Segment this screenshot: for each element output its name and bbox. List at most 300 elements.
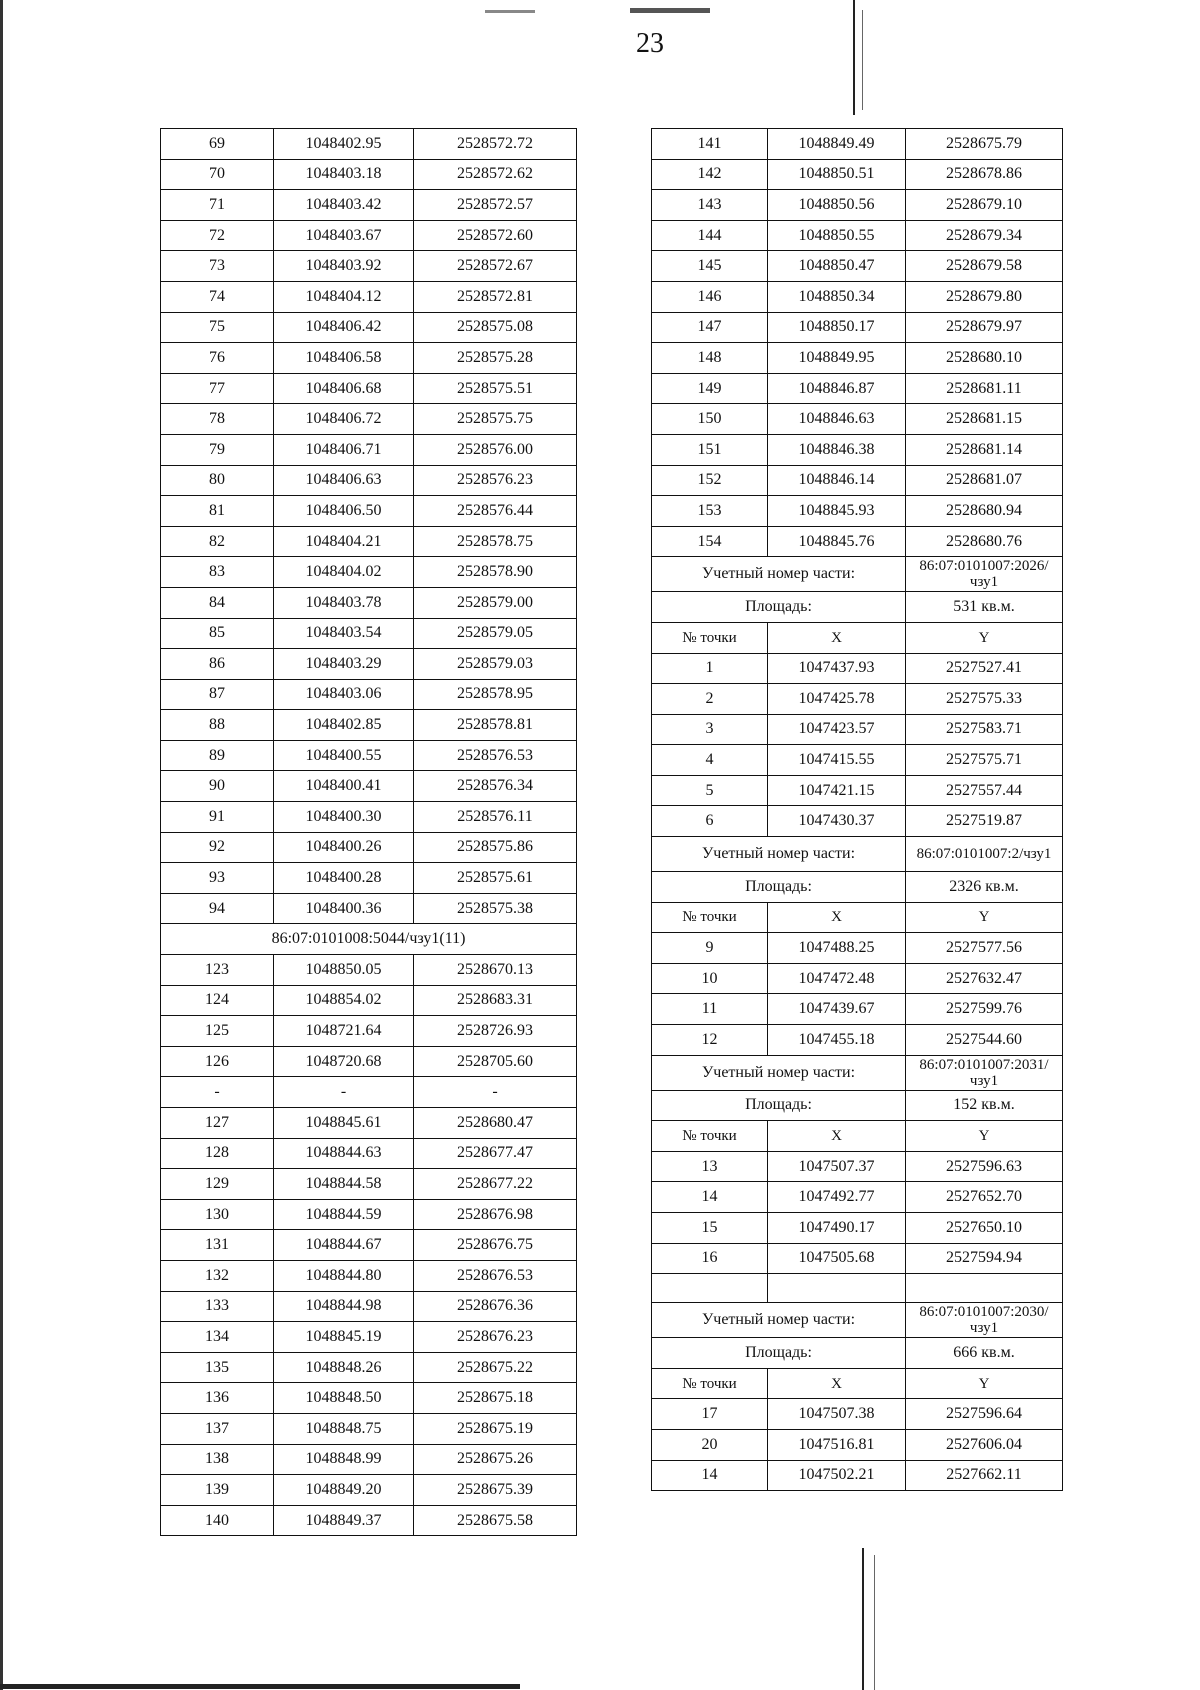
table-row bbox=[652, 496, 1063, 527]
point-number-cell: 80 bbox=[161, 465, 274, 496]
point-number-cell: 78 bbox=[161, 404, 274, 435]
table-row bbox=[652, 745, 1063, 776]
x-coordinate-cell: 1047430.37 bbox=[768, 806, 906, 837]
y-coordinate-cell: 2528681.14 bbox=[906, 434, 1063, 465]
point-number-cell: 11 bbox=[652, 994, 768, 1025]
area-value: 531 кв.м. bbox=[906, 592, 1063, 623]
y-coordinate-cell: 2528679.34 bbox=[906, 220, 1063, 251]
point-number-cell: 92 bbox=[161, 832, 274, 863]
y-coordinate-cell: 2528675.18 bbox=[414, 1383, 577, 1414]
y-coordinate-cell: 2528579.03 bbox=[414, 649, 577, 680]
y-coordinate-cell: 2527544.60 bbox=[906, 1025, 1063, 1056]
table-row bbox=[652, 373, 1063, 404]
point-number-cell: 141 bbox=[652, 129, 768, 160]
table-row bbox=[161, 1199, 577, 1230]
y-coordinate-cell: 2528679.58 bbox=[906, 251, 1063, 282]
table-row bbox=[161, 1046, 577, 1077]
point-number-cell: 82 bbox=[161, 526, 274, 557]
header-x: X bbox=[768, 902, 906, 933]
x-coordinate-cell: 1047455.18 bbox=[768, 1025, 906, 1056]
table-row bbox=[161, 740, 577, 771]
y-coordinate-cell: 2527519.87 bbox=[906, 806, 1063, 837]
y-coordinate-cell: 2528675.22 bbox=[414, 1352, 577, 1383]
area-row bbox=[652, 1090, 1063, 1121]
x-coordinate-cell: 1048848.26 bbox=[274, 1352, 414, 1383]
y-coordinate-cell: 2528575.61 bbox=[414, 863, 577, 894]
point-number-cell: 20 bbox=[652, 1429, 768, 1460]
point-number-cell: 125 bbox=[161, 1016, 274, 1047]
header-y: Y bbox=[906, 1368, 1063, 1399]
y-coordinate-cell: 2528676.53 bbox=[414, 1260, 577, 1291]
x-coordinate-cell: 1048400.41 bbox=[274, 771, 414, 802]
table-row bbox=[161, 1108, 577, 1139]
y-coordinate-cell: 2528675.26 bbox=[414, 1444, 577, 1475]
table-row bbox=[161, 1169, 577, 1200]
x-coordinate-cell: 1048849.95 bbox=[768, 343, 906, 374]
table-row bbox=[652, 159, 1063, 190]
x-coordinate-cell: 1047490.17 bbox=[768, 1213, 906, 1244]
point-number-cell: 72 bbox=[161, 220, 274, 251]
x-coordinate-cell: 1048403.18 bbox=[274, 159, 414, 190]
x-coordinate-cell: 1048845.76 bbox=[768, 526, 906, 557]
point-number-cell: 154 bbox=[652, 526, 768, 557]
y-coordinate-cell: 2527650.10 bbox=[906, 1213, 1063, 1244]
y-coordinate-cell: 2528676.98 bbox=[414, 1199, 577, 1230]
y-coordinate-cell: 2528575.51 bbox=[414, 373, 577, 404]
y-coordinate-cell: 2528680.76 bbox=[906, 526, 1063, 557]
header-point-number: № точки bbox=[652, 1368, 768, 1399]
x-coordinate-cell: 1048403.78 bbox=[274, 587, 414, 618]
table-row bbox=[652, 1460, 1063, 1491]
table-row bbox=[161, 1444, 577, 1475]
point-number-cell: 90 bbox=[161, 771, 274, 802]
y-coordinate-cell: 2528680.94 bbox=[906, 496, 1063, 527]
x-coordinate-cell: 1047502.21 bbox=[768, 1460, 906, 1491]
table-row bbox=[161, 1016, 577, 1047]
column-header-row bbox=[652, 1368, 1063, 1399]
column-header-row bbox=[652, 622, 1063, 653]
x-coordinate-cell: 1048406.72 bbox=[274, 404, 414, 435]
y-coordinate-cell: 2528680.47 bbox=[414, 1108, 577, 1139]
header-y: Y bbox=[906, 1121, 1063, 1152]
x-coordinate-cell: 1048854.02 bbox=[274, 985, 414, 1016]
y-coordinate-cell: 2528681.15 bbox=[906, 404, 1063, 435]
x-coordinate-cell: 1048850.55 bbox=[768, 220, 906, 251]
x-coordinate-cell: 1047492.77 bbox=[768, 1182, 906, 1213]
y-coordinate-cell: 2527594.94 bbox=[906, 1243, 1063, 1274]
section-title: 86:07:0101008:5044/чзу1(11) bbox=[161, 924, 577, 955]
table-row bbox=[652, 1399, 1063, 1430]
x-coordinate-cell: 1048844.59 bbox=[274, 1199, 414, 1230]
table-row bbox=[652, 220, 1063, 251]
y-coordinate-cell: 2528579.05 bbox=[414, 618, 577, 649]
point-number-cell: 12 bbox=[652, 1025, 768, 1056]
point-number-cell: 93 bbox=[161, 863, 274, 894]
x-coordinate-cell: 1048845.19 bbox=[274, 1322, 414, 1353]
y-coordinate-cell: 2528726.93 bbox=[414, 1016, 577, 1047]
table-row bbox=[161, 557, 577, 588]
point-number-cell: 131 bbox=[161, 1230, 274, 1261]
x-coordinate-cell: 1048721.64 bbox=[274, 1016, 414, 1047]
area-value: 666 кв.м. bbox=[906, 1338, 1063, 1369]
x-coordinate-cell: 1048406.50 bbox=[274, 496, 414, 527]
table-row bbox=[161, 496, 577, 527]
table-row bbox=[652, 404, 1063, 435]
point-number-cell: 143 bbox=[652, 190, 768, 221]
table-row bbox=[161, 649, 577, 680]
table-row bbox=[161, 159, 577, 190]
x-coordinate-cell: 1048850.56 bbox=[768, 190, 906, 221]
y-coordinate-cell: 2528575.75 bbox=[414, 404, 577, 435]
x-coordinate-cell: 1048850.17 bbox=[768, 312, 906, 343]
point-number-cell: 85 bbox=[161, 618, 274, 649]
area-label: Площадь: bbox=[652, 1090, 906, 1121]
y-coordinate-cell: 2528575.86 bbox=[414, 832, 577, 863]
y-coordinate-cell: 2528675.39 bbox=[414, 1475, 577, 1506]
y-coordinate-cell: 2528676.75 bbox=[414, 1230, 577, 1261]
point-number-cell: 128 bbox=[161, 1138, 274, 1169]
table-row bbox=[161, 587, 577, 618]
empty-cell bbox=[906, 1274, 1063, 1303]
point-number-cell: 17 bbox=[652, 1399, 768, 1430]
table-row bbox=[161, 1505, 577, 1536]
table-row bbox=[652, 190, 1063, 221]
point-number-cell: 142 bbox=[652, 159, 768, 190]
table-row bbox=[161, 985, 577, 1016]
point-number-cell: 76 bbox=[161, 343, 274, 374]
x-coordinate-cell: 1048403.92 bbox=[274, 251, 414, 282]
point-number-cell: 87 bbox=[161, 679, 274, 710]
table-row bbox=[652, 312, 1063, 343]
point-number-cell: 4 bbox=[652, 745, 768, 776]
y-coordinate-cell: 2527527.41 bbox=[906, 653, 1063, 684]
x-coordinate-cell: 1047415.55 bbox=[768, 745, 906, 776]
area-value: 152 кв.м. bbox=[906, 1090, 1063, 1121]
point-number-cell: 77 bbox=[161, 373, 274, 404]
table-row bbox=[652, 684, 1063, 715]
point-number-cell: 129 bbox=[161, 1169, 274, 1200]
y-coordinate-cell: 2527577.56 bbox=[906, 933, 1063, 964]
header-point-number: № точки bbox=[652, 902, 768, 933]
y-coordinate-cell: 2528572.57 bbox=[414, 190, 577, 221]
point-number-cell: 15 bbox=[652, 1213, 768, 1244]
area-label: Площадь: bbox=[652, 872, 906, 903]
y-coordinate-cell: 2528675.79 bbox=[906, 129, 1063, 160]
table-row bbox=[161, 710, 577, 741]
point-number-cell: 2 bbox=[652, 684, 768, 715]
y-coordinate-cell: 2528676.23 bbox=[414, 1322, 577, 1353]
table-row bbox=[161, 832, 577, 863]
x-coordinate-cell: 1048400.26 bbox=[274, 832, 414, 863]
x-coordinate-cell: 1048406.63 bbox=[274, 465, 414, 496]
point-number-cell: 91 bbox=[161, 802, 274, 833]
x-coordinate-cell: 1048400.30 bbox=[274, 802, 414, 833]
account-number-value: 86:07:0101007:2030/чзу1 bbox=[906, 1303, 1063, 1338]
left-coordinates-table bbox=[160, 128, 577, 1536]
point-number-cell: 145 bbox=[652, 251, 768, 282]
part-number-row bbox=[652, 1055, 1063, 1090]
table-row bbox=[652, 714, 1063, 745]
point-number-cell: 89 bbox=[161, 740, 274, 771]
point-number-cell: 127 bbox=[161, 1108, 274, 1139]
y-coordinate-cell: 2528681.11 bbox=[906, 373, 1063, 404]
table-row bbox=[161, 220, 577, 251]
table-row bbox=[161, 1383, 577, 1414]
point-number-cell: 124 bbox=[161, 985, 274, 1016]
x-coordinate-cell: 1048403.29 bbox=[274, 649, 414, 680]
x-coordinate-cell: 1048848.75 bbox=[274, 1413, 414, 1444]
y-coordinate-cell: 2527599.76 bbox=[906, 994, 1063, 1025]
table-row bbox=[161, 129, 577, 160]
point-number-cell: 14 bbox=[652, 1182, 768, 1213]
table-row bbox=[161, 312, 577, 343]
account-number-label: Учетный номер части: bbox=[652, 1055, 906, 1090]
table-row bbox=[161, 1138, 577, 1169]
x-coordinate-cell: 1048406.68 bbox=[274, 373, 414, 404]
point-number-cell: 5 bbox=[652, 775, 768, 806]
x-coordinate-cell: 1048403.67 bbox=[274, 220, 414, 251]
x-coordinate-cell: 1048848.50 bbox=[274, 1383, 414, 1414]
part-number-row bbox=[652, 837, 1063, 872]
x-coordinate-cell: 1047423.57 bbox=[768, 714, 906, 745]
scan-smudge-top-2 bbox=[485, 10, 535, 13]
x-coordinate-cell: 1048849.49 bbox=[768, 129, 906, 160]
x-coordinate-cell: 1048849.37 bbox=[274, 1505, 414, 1536]
x-coordinate-cell: 1048404.21 bbox=[274, 526, 414, 557]
point-number-cell: 13 bbox=[652, 1151, 768, 1182]
x-coordinate-cell: 1047425.78 bbox=[768, 684, 906, 715]
y-coordinate-cell: 2528679.80 bbox=[906, 281, 1063, 312]
account-number-value: 86:07:0101007:2/чзу1 bbox=[906, 837, 1063, 872]
y-coordinate-cell: 2528675.58 bbox=[414, 1505, 577, 1536]
x-coordinate-cell: 1048845.61 bbox=[274, 1108, 414, 1139]
table-row bbox=[161, 373, 577, 404]
y-coordinate-cell: 2528677.22 bbox=[414, 1169, 577, 1200]
account-number-label: Учетный номер части: bbox=[652, 1303, 906, 1338]
point-number-cell: 70 bbox=[161, 159, 274, 190]
x-coordinate-cell: 1048402.95 bbox=[274, 129, 414, 160]
point-number-cell: 133 bbox=[161, 1291, 274, 1322]
table-row bbox=[652, 775, 1063, 806]
table-row bbox=[161, 526, 577, 557]
header-point-number: № точки bbox=[652, 1121, 768, 1152]
table-row bbox=[652, 465, 1063, 496]
x-coordinate-cell: 1048404.12 bbox=[274, 281, 414, 312]
y-coordinate-cell: 2528575.28 bbox=[414, 343, 577, 374]
table-row bbox=[161, 955, 577, 986]
table-row bbox=[652, 1429, 1063, 1460]
point-number-cell: 69 bbox=[161, 129, 274, 160]
header-x: X bbox=[768, 622, 906, 653]
page-number: 23 bbox=[636, 28, 664, 59]
table-row bbox=[161, 1352, 577, 1383]
point-number-cell: 94 bbox=[161, 893, 274, 924]
point-number-cell: 152 bbox=[652, 465, 768, 496]
point-number-cell: 74 bbox=[161, 281, 274, 312]
part-number-row bbox=[652, 1303, 1063, 1338]
x-coordinate-cell: 1047472.48 bbox=[768, 963, 906, 994]
table-row bbox=[652, 343, 1063, 374]
x-coordinate-cell: 1048846.63 bbox=[768, 404, 906, 435]
x-coordinate-cell: 1048403.42 bbox=[274, 190, 414, 221]
x-coordinate-cell: - bbox=[274, 1077, 414, 1108]
x-coordinate-cell: 1048848.99 bbox=[274, 1444, 414, 1475]
y-coordinate-cell: 2528705.60 bbox=[414, 1046, 577, 1077]
y-coordinate-cell: 2528578.75 bbox=[414, 526, 577, 557]
table-row bbox=[652, 963, 1063, 994]
scan-binding-line-bottom-2 bbox=[874, 1555, 875, 1690]
y-coordinate-cell: 2528579.00 bbox=[414, 587, 577, 618]
y-coordinate-cell: 2528675.19 bbox=[414, 1413, 577, 1444]
table-row bbox=[161, 465, 577, 496]
column-header-row bbox=[652, 1121, 1063, 1152]
scan-margin-line-left bbox=[0, 0, 3, 1690]
y-coordinate-cell: 2528677.47 bbox=[414, 1138, 577, 1169]
table-row bbox=[161, 1077, 577, 1108]
point-number-cell: 144 bbox=[652, 220, 768, 251]
y-coordinate-cell: 2527632.47 bbox=[906, 963, 1063, 994]
y-coordinate-cell: 2528578.90 bbox=[414, 557, 577, 588]
header-x: X bbox=[768, 1121, 906, 1152]
x-coordinate-cell: 1048720.68 bbox=[274, 1046, 414, 1077]
x-coordinate-cell: 1048845.93 bbox=[768, 496, 906, 527]
point-number-cell: 9 bbox=[652, 933, 768, 964]
table-row bbox=[161, 1322, 577, 1353]
x-coordinate-cell: 1048844.98 bbox=[274, 1291, 414, 1322]
point-number-cell: 151 bbox=[652, 434, 768, 465]
point-number-cell: 153 bbox=[652, 496, 768, 527]
table-row bbox=[652, 1213, 1063, 1244]
point-number-cell: 134 bbox=[161, 1322, 274, 1353]
table-row bbox=[161, 863, 577, 894]
table-row bbox=[161, 343, 577, 374]
table-row bbox=[161, 618, 577, 649]
table-row bbox=[161, 802, 577, 833]
y-coordinate-cell: 2528681.07 bbox=[906, 465, 1063, 496]
right-coordinates-table bbox=[651, 128, 1063, 1491]
y-coordinate-cell: 2527596.63 bbox=[906, 1151, 1063, 1182]
point-number-cell: 137 bbox=[161, 1413, 274, 1444]
point-number-cell: 147 bbox=[652, 312, 768, 343]
table-row bbox=[652, 994, 1063, 1025]
y-coordinate-cell: 2528572.67 bbox=[414, 251, 577, 282]
x-coordinate-cell: 1048846.38 bbox=[768, 434, 906, 465]
x-coordinate-cell: 1048844.80 bbox=[274, 1260, 414, 1291]
y-coordinate-cell: 2528683.31 bbox=[414, 985, 577, 1016]
table-row bbox=[652, 806, 1063, 837]
x-coordinate-cell: 1047439.67 bbox=[768, 994, 906, 1025]
x-coordinate-cell: 1047437.93 bbox=[768, 653, 906, 684]
x-coordinate-cell: 1047505.68 bbox=[768, 1243, 906, 1274]
y-coordinate-cell: - bbox=[414, 1077, 577, 1108]
y-coordinate-cell: 2528680.10 bbox=[906, 343, 1063, 374]
point-number-cell: 149 bbox=[652, 373, 768, 404]
table-row bbox=[161, 1230, 577, 1261]
x-coordinate-cell: 1048844.67 bbox=[274, 1230, 414, 1261]
column-header-row bbox=[652, 902, 1063, 933]
point-number-cell: 88 bbox=[161, 710, 274, 741]
table-row bbox=[652, 933, 1063, 964]
table-row bbox=[161, 251, 577, 282]
x-coordinate-cell: 1047421.15 bbox=[768, 775, 906, 806]
account-number-value: 86:07:0101007:2026/чзу1 bbox=[906, 557, 1063, 592]
point-number-cell: 126 bbox=[161, 1046, 274, 1077]
point-number-cell: - bbox=[161, 1077, 274, 1108]
area-row bbox=[652, 592, 1063, 623]
y-coordinate-cell: 2528578.81 bbox=[414, 710, 577, 741]
table-row bbox=[161, 1413, 577, 1444]
y-coordinate-cell: 2528679.10 bbox=[906, 190, 1063, 221]
x-coordinate-cell: 1048400.28 bbox=[274, 863, 414, 894]
x-coordinate-cell: 1048404.02 bbox=[274, 557, 414, 588]
table-row bbox=[161, 434, 577, 465]
table-row bbox=[161, 190, 577, 221]
y-coordinate-cell: 2528679.97 bbox=[906, 312, 1063, 343]
point-number-cell: 14 bbox=[652, 1460, 768, 1491]
x-coordinate-cell: 1047507.38 bbox=[768, 1399, 906, 1430]
section-title-row bbox=[161, 924, 577, 955]
area-row bbox=[652, 1338, 1063, 1369]
point-number-cell: 150 bbox=[652, 404, 768, 435]
y-coordinate-cell: 2527606.04 bbox=[906, 1429, 1063, 1460]
area-label: Площадь: bbox=[652, 1338, 906, 1369]
x-coordinate-cell: 1048846.87 bbox=[768, 373, 906, 404]
y-coordinate-cell: 2528576.11 bbox=[414, 802, 577, 833]
y-coordinate-cell: 2527575.71 bbox=[906, 745, 1063, 776]
x-coordinate-cell: 1048400.36 bbox=[274, 893, 414, 924]
x-coordinate-cell: 1047488.25 bbox=[768, 933, 906, 964]
x-coordinate-cell: 1048850.51 bbox=[768, 159, 906, 190]
header-y: Y bbox=[906, 622, 1063, 653]
empty-cell bbox=[652, 1274, 768, 1303]
point-number-cell: 6 bbox=[652, 806, 768, 837]
point-number-cell: 1 bbox=[652, 653, 768, 684]
point-number-cell: 123 bbox=[161, 955, 274, 986]
point-number-cell: 130 bbox=[161, 1199, 274, 1230]
x-coordinate-cell: 1047516.81 bbox=[768, 1429, 906, 1460]
scan-smudge-top bbox=[630, 8, 710, 13]
y-coordinate-cell: 2528578.95 bbox=[414, 679, 577, 710]
y-coordinate-cell: 2528576.23 bbox=[414, 465, 577, 496]
table-row bbox=[161, 1291, 577, 1322]
x-coordinate-cell: 1048850.34 bbox=[768, 281, 906, 312]
table-row bbox=[161, 1260, 577, 1291]
point-number-cell: 83 bbox=[161, 557, 274, 588]
x-coordinate-cell: 1048850.05 bbox=[274, 955, 414, 986]
table-row bbox=[652, 251, 1063, 282]
y-coordinate-cell: 2528676.36 bbox=[414, 1291, 577, 1322]
x-coordinate-cell: 1048403.06 bbox=[274, 679, 414, 710]
table-row bbox=[652, 1025, 1063, 1056]
point-number-cell: 136 bbox=[161, 1383, 274, 1414]
point-number-cell: 86 bbox=[161, 649, 274, 680]
table-row bbox=[161, 771, 577, 802]
x-coordinate-cell: 1048406.58 bbox=[274, 343, 414, 374]
point-number-cell: 79 bbox=[161, 434, 274, 465]
x-coordinate-cell: 1048846.14 bbox=[768, 465, 906, 496]
header-point-number: № точки bbox=[652, 622, 768, 653]
header-x: X bbox=[768, 1368, 906, 1399]
table-row bbox=[652, 526, 1063, 557]
table-row bbox=[161, 893, 577, 924]
table-row bbox=[652, 1243, 1063, 1274]
point-number-cell: 138 bbox=[161, 1444, 274, 1475]
point-number-cell: 3 bbox=[652, 714, 768, 745]
point-number-cell: 135 bbox=[161, 1352, 274, 1383]
point-number-cell: 10 bbox=[652, 963, 768, 994]
scan-bottom-edge bbox=[0, 1684, 520, 1689]
part-number-row bbox=[652, 557, 1063, 592]
